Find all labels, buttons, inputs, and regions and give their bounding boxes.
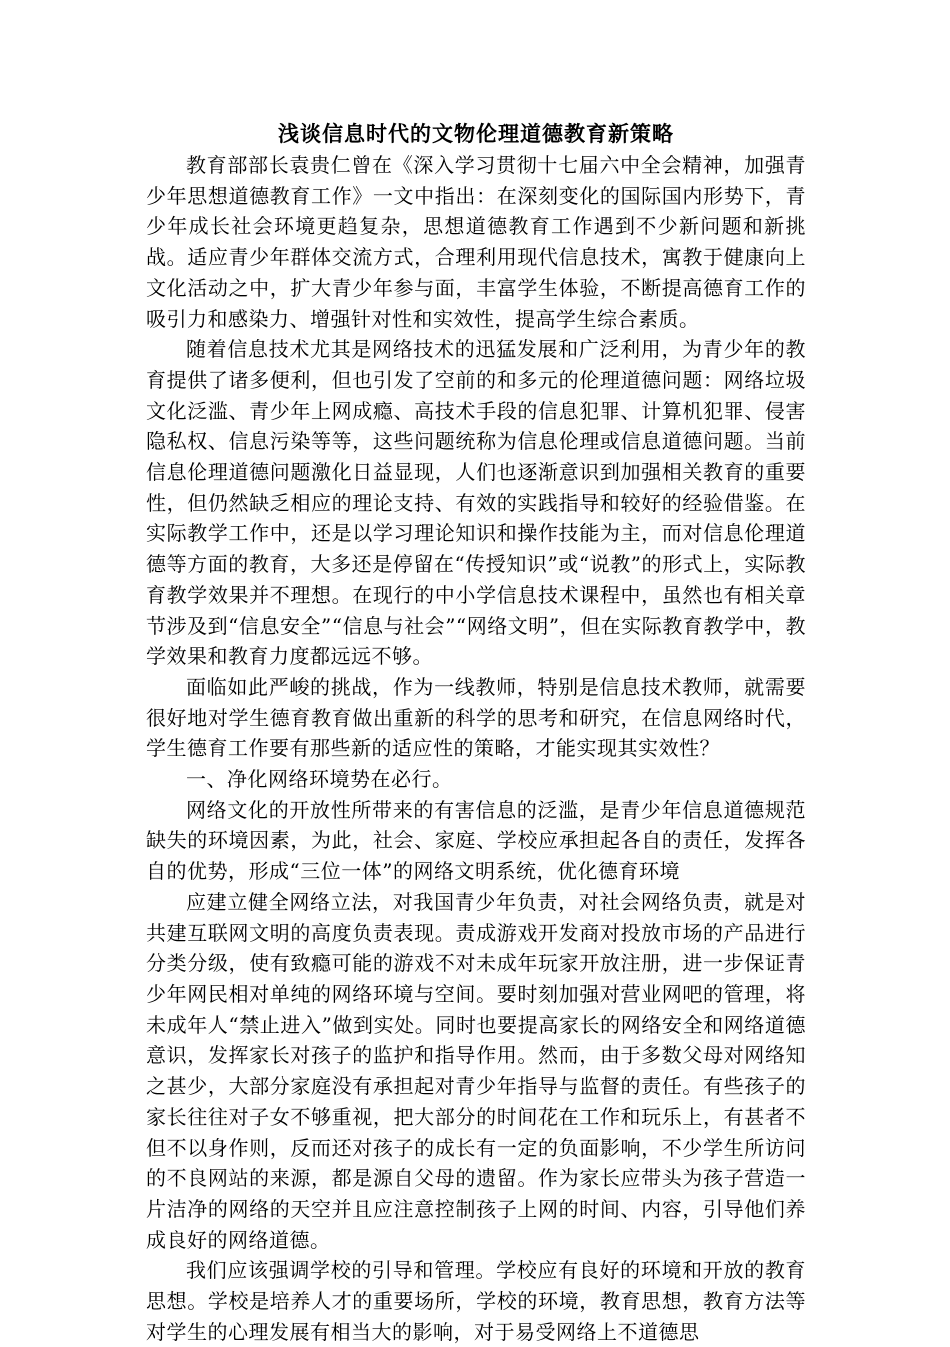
paragraph-challenge: 面临如此严峻的挑战，作为一线教师，特别是信息技术教师，就需要很好地对学生德育教育做出重新的科学的思考和研究，在信息网络时代，学生德育工作要有那些新的适应性的策略，才能实现其实效性？	[146, 674, 806, 761]
paragraph-legislation: 应建立健全网络立法，对我国青少年负责，对社会网络负责，就是对共建互联网文明的高度负责表现。责成游戏开发商对投放市场的产品进行分类分级，使有致瘾可能的游戏不对未成年玩家开放注册，进一步保证青少年网民相对单纯的网络环境与空间。要时刻加强对营业网吧的管理，将未成年人“禁止进入”做到实处。同时也要提高家长的网络安全和网络道德意识，发挥家长对孩子的监护和指导作用。然而，由于多数父母对网络知之甚少，大部分家庭没有承担起对青少年指导与监督的责任。有些孩子的家长往往对子女不够重视，把大部分的时间花在工作和玩乐上，有甚者不但不以身作则，反而还对孩子的成长有一定的负面影响，不少学生所访问的不良网站的来源，都是源自父母的遗留。作为家长应带头为孩子营造一片洁净的网络的天空并且应注意控制孩子上网的时间、内容，引导他们养成良好的网络道德。	[146, 889, 806, 1252]
paragraph-environment: 网络文化的开放性所带来的有害信息的泛滥，是青少年信息道德规范缺失的环境因素，为此，社会、家庭、学校应承担起各自的责任，发挥各自的优势，形成“三位一体”的网络文明系统，优化德育环境	[146, 797, 806, 884]
document-page	[146, 118, 806, 1347]
paragraph-intro: 教育部部长袁贵仁曾在《深入学习贯彻十七届六中全会精神，加强青少年思想道德教育工作》一文中指出：在深刻变化的国际国内形势下，青少年成长社会环境更趋复杂，思想道德教育工作遇到不少新问题和新挑战。适应青少年群体交流方式，合理利用现代信息技术，寓教于健康向上文化活动之中，扩大青少年参与面，丰富学生体验，不断提高德育工作的吸引力和感染力、增强针对性和实效性，提高学生综合素质。	[146, 153, 806, 331]
paragraph-school: 我们应该强调学校的引导和管理。学校应有良好的环境和开放的教育思想。学校是培养人才的重要场所，学校的环境，教育思想，教育方法等对学生的心理发展有相当大的影响，对于易受网络上不道德思	[146, 1258, 806, 1344]
section-heading-1: 一、净化网络环境势在必行。	[186, 767, 453, 792]
paragraph-problems: 随着信息技术尤其是网络技术的迅猛发展和广泛利用，为青少年的教育提供了诸多便利，但也引发了空前的和多元的伦理道德问题：网络垃圾文化泛滥、青少年上网成瘾、高技术手段的信息犯罪、计算机犯罪、侵害隐私权、信息污染等等，这些问题统称为信息伦理或信息道德问题。当前信息伦理道德问题激化日益显现，人们也逐渐意识到加强相关教育的重要性，但仍然缺乏相应的理论支持、有效的实践指导和较好的经验借鉴。在实际教学工作中，还是以学习理论知识和操作技能为主，而对信息伦理道德等方面的教育，大多还是停留在“传授知识”或“说教”的形式上，实际教育教学效果并不理想。在现行的中小学信息技术课程中，虽然也有相关章节涉及到“信息安全”“信息与社会”“网络文明”，但在实际教育教学中，教学效果和教育力度都远远不够。	[146, 337, 806, 669]
document-title: 浅谈信息时代的文物伦理道德教育新策略	[278, 121, 674, 146]
